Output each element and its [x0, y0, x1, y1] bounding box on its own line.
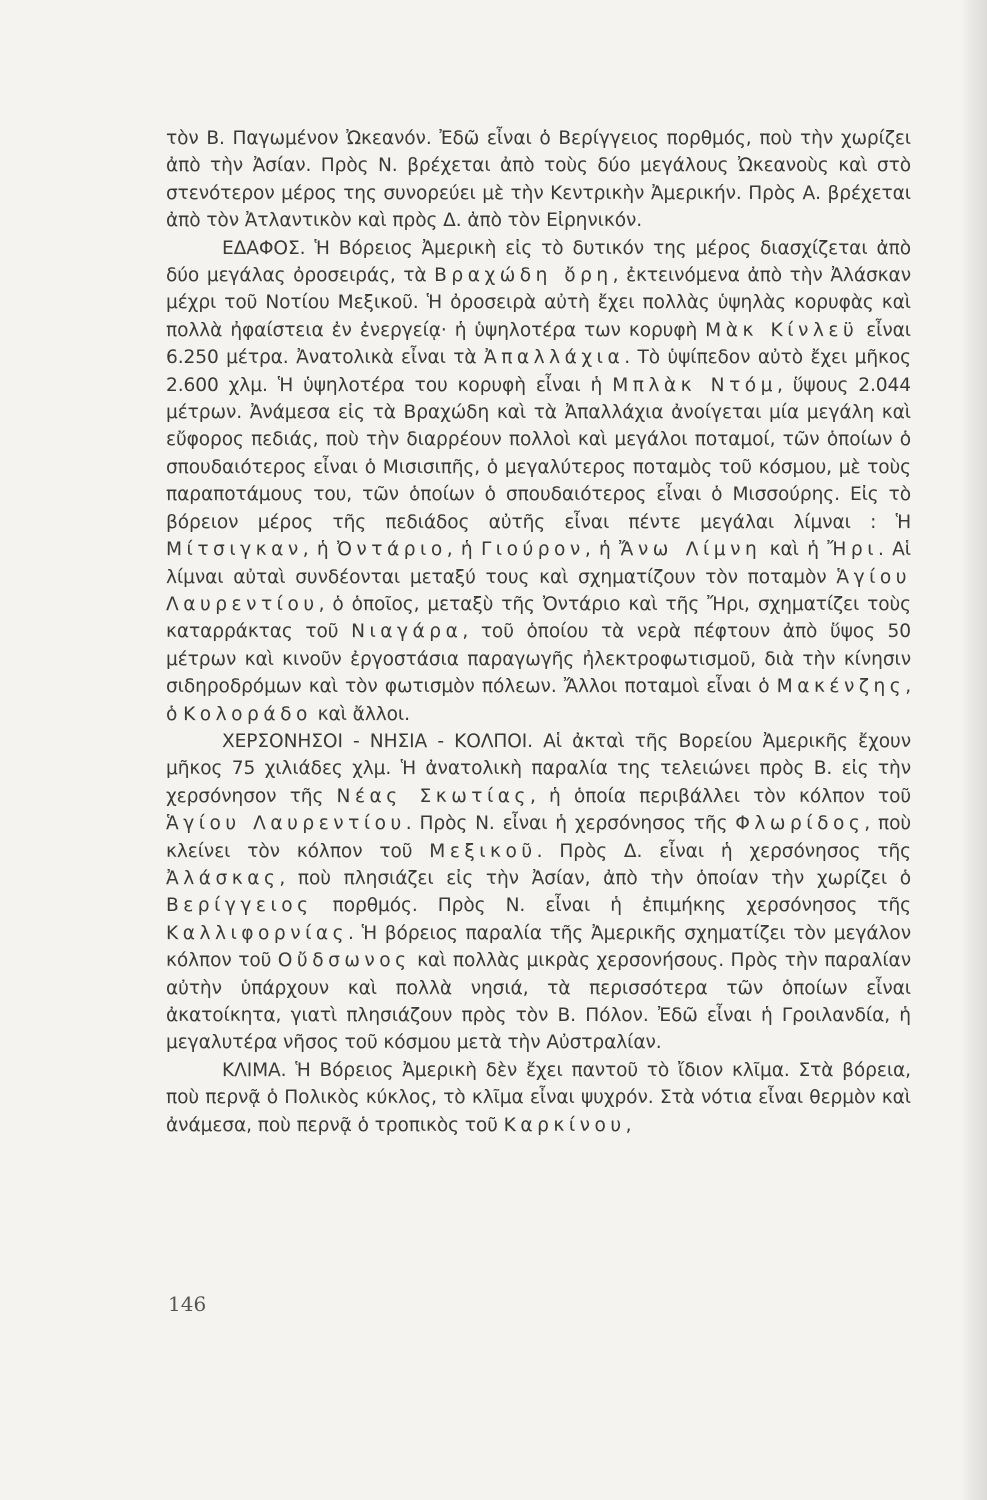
- text-run: καὶ πολλὰς μικρὰς χερσονήσους. Πρὸς τὴν παραλίαν αὐτὴν ὑπάρχουν καὶ πολλὰ νησιά, τὰ περισσότερα τῶν ὁποίων εἶναι ἀκατοίκητα, γιατὶ πλησιάζουν πρὸς τὸν Β. Πόλον. Ἐδῶ εἶναι ἡ Γροιλανδία, ἡ μεγαλυτέρα νῆσος τοῦ κόσμου μετὰ τὴν Αὐστραλίαν.: [166, 950, 911, 1054]
- text-run: . Πρὸς Ν. εἶναι ἡ χερσόνησος τῆς: [405, 813, 736, 835]
- text-run: . Τὸ ὑψίπεδον αὐτὸ ἔχει μῆκος 2.600 χλμ. Ἡ ὑψηλοτέρα του κορυφὴ εἶναι ἡ: [166, 347, 911, 396]
- spaced-term: Φλωρίδος: [735, 813, 865, 835]
- spaced-term: Βραχώδη ὄρη: [434, 265, 613, 287]
- text-run: , ἡ: [584, 539, 620, 561]
- text-run: , ἡ ὁποία περιβάλλει τὸν κόλπον τοῦ: [529, 785, 912, 807]
- paragraph: [166, 235, 911, 728]
- spaced-term: Ἀπαλλάχια: [484, 347, 625, 369]
- spaced-term: Ἤρι: [827, 539, 878, 561]
- spaced-term: Μπλὰκ Ντόμ: [612, 374, 777, 396]
- text-run: , ὕψους 2.044 μέτρων. Ἀνάμεσα εἰς τὰ Βραχώδη καὶ τὰ Ἀπαλλάχια ἀνοίγεται μία μεγάλη καὶ εὔφορος πεδιάς, ποὺ τὴν διαρρέουν πολλοὶ καὶ μεγάλοι ποταμοί, τῶν ὁποίων ὁ σπουδαιότερος εἶναι ὁ Μισισιπῆς, ὁ μεγαλύτερος ποταμὸς τοῦ κόσμου, μὲ τοὺς παραποτάμους του, τῶν ὁποίων ὁ σπουδαιότερος εἶναι ὁ Μισσούρης. Εἰς τὸ βόρειον μέρος τῆς πεδιάδος αὐτῆς εἶναι πέντε μεγάλαι λίμναι : Ἡ: [166, 374, 911, 533]
- paragraph: [166, 125, 911, 235]
- spaced-term: Μεξικοῦ: [429, 840, 537, 862]
- text-run: . Αἱ λίμναι αὐταὶ συνδέονται μεταξύ τους καὶ σχηματίζουν τὸν ποταμὸν: [166, 539, 911, 588]
- spaced-term: Βερίγγειος: [166, 895, 313, 917]
- page-number: 146: [168, 1292, 207, 1316]
- spaced-term: Μὰκ Κίνλεϋ: [705, 319, 859, 341]
- text-run: . Ἡ βόρειος παραλία τῆς Ἀμερικῆς σχηματίζει τὸν μεγάλον κόλπον τοῦ: [166, 922, 911, 972]
- spaced-term: Μίτσιγκαν: [166, 539, 303, 561]
- spaced-term: Καλλιφορνίας: [166, 922, 349, 944]
- text-run: εἶναι 6.250 μέτρα. Ἀνατολικὰ εἶναι τὰ: [166, 319, 911, 369]
- paragraph: [166, 728, 911, 1057]
- spaced-term: Μακένζης: [776, 676, 906, 698]
- text-run: καὶ ἡ: [761, 539, 828, 561]
- text-run: ΧΕΡΣΟΝΗΣΟΙ - ΝΗΣΙΑ - ΚΟΛΠΟΙ. Αἱ ἀκταὶ τῆς Βορείου Ἀμερικῆς ἔχουν μῆκος 75 χιλιάδες χλμ. Ἡ ἀνατολικὴ παραλία της τελειώνει πρὸς Β. εἰς τὴν χερσόνησον τῆς: [166, 730, 911, 807]
- text-run: , ὁ: [166, 676, 911, 725]
- spaced-term: Καρκίνου: [503, 1114, 626, 1136]
- text-run: καὶ ἄλλοι.: [311, 703, 410, 725]
- text-run: . Πρὸς Δ. εἶναι ἡ χερσόνησος τῆς: [536, 840, 911, 862]
- text-run: , ποὺ κλείνει τὸν κόλπον τοῦ: [166, 813, 912, 862]
- spaced-term: Νιαγάρα: [351, 621, 463, 643]
- spaced-term: Ἁγίου Λαυρεντίου: [166, 566, 911, 615]
- spaced-term: Κολοράδο: [183, 703, 312, 725]
- spaced-term: Ὀντάριο: [336, 539, 447, 561]
- text-run: , ὁ ὁποῖος, μεταξὺ τῆς Ὀντάριο καὶ τῆς Ἤρι, σχηματίζει τοὺς καταρράκτας τοῦ: [166, 593, 911, 643]
- text-run: , ἡ: [302, 539, 337, 561]
- text-run: ΚΛΙΜΑ. Ἡ Βόρειος Ἀμερικὴ δὲν ἔχει παντοῦ τὸ ἴδιον κλῖμα. Στὰ βόρεια, ποὺ περνᾷ ὁ Πολικὸς κύκλος, τὸ κλῖμα εἶναι ψυχρόν. Στὰ νότια εἶναι θερμὸν καὶ ἀνάμεσα, ποὺ περνᾷ ὁ τροπικὸς τοῦ: [166, 1059, 911, 1136]
- spaced-term: Ἄνω Λίμνη: [619, 539, 762, 561]
- spaced-term: Ἀλάσκας: [166, 867, 280, 889]
- text-run: , τοῦ ὁποίου τὰ νερὰ πέφτουν ἀπὸ ὕψος 50 μέτρων καὶ κινοῦν ἐργοστάσια παραγωγῆς ἠλεκτροφωτισμοῦ, διὰ τὴν κίνησιν σιδηροδρόμων καὶ τὸν φωτισμὸν πόλεων. Ἄλλοι ποταμοὶ εἶναι ὁ: [166, 621, 911, 698]
- text-run: ,: [625, 1114, 632, 1136]
- spaced-term: Νέας Σκωτίας: [336, 785, 530, 807]
- paragraph: [166, 1057, 911, 1139]
- text-run: , ποὺ πλησιάζει εἰς τὴν Ἀσίαν, ἀπὸ τὴν ὁποίαν τὴν χωρίζει ὁ: [279, 867, 911, 889]
- text-run: ΕΔΑΦΟΣ. Ἡ Βόρειος Ἀμερικὴ εἰς τὸ δυτικόν της μέρος διασχίζεται ἀπὸ δύο μεγάλας ὀροσειράς, τὰ: [166, 237, 911, 287]
- text-run: , ἐκτεινόμενα ἀπὸ τὴν Ἀλάσκαν μέχρι τοῦ Νοτίου Μεξικοῦ. Ἡ ὀροσειρὰ αὐτὴ ἔχει πολλὰς ὑψηλὰς κορυφὰς καὶ πολλὰ ἠφαίστεια ἐν ἐνεργείᾳ· ἡ ὑψηλοτέρα των κορυφὴ: [166, 265, 911, 341]
- spaced-term: Ἁγίου Λαυρεντίου: [166, 813, 406, 835]
- body-text: [166, 125, 911, 1139]
- spaced-term: Οὔδσωνος: [277, 950, 411, 972]
- spaced-term: Γιούρον: [480, 539, 585, 561]
- text-run: , ἡ: [446, 539, 481, 561]
- page-edge-shadow: [961, 0, 987, 1500]
- text-run: τὸν Β. Παγωμένον Ὠκεανόν. Ἐδῶ εἶναι ὁ Βερίγγειος πορθμός, ποὺ τὴν χωρίζει ἀπὸ τὴν Ἀσίαν. Πρὸς Ν. βρέχεται ἀπὸ τοὺς δύο μεγάλους Ὠκεανοὺς καὶ στὸ στενότερον μέρος της συνορεύει μὲ τὴν Κεντρικὴν Ἀμερικήν. Πρὸς Α. βρέχεται ἀπὸ τὸν Ἀτλαντικὸν καὶ πρὸς Δ. ἀπὸ τὸν Εἰρηνικόν.: [166, 128, 911, 232]
- text-run: πορθμός. Πρὸς Ν. εἶναι ἡ ἐπιμήκης χερσόνησος τῆς: [312, 895, 911, 917]
